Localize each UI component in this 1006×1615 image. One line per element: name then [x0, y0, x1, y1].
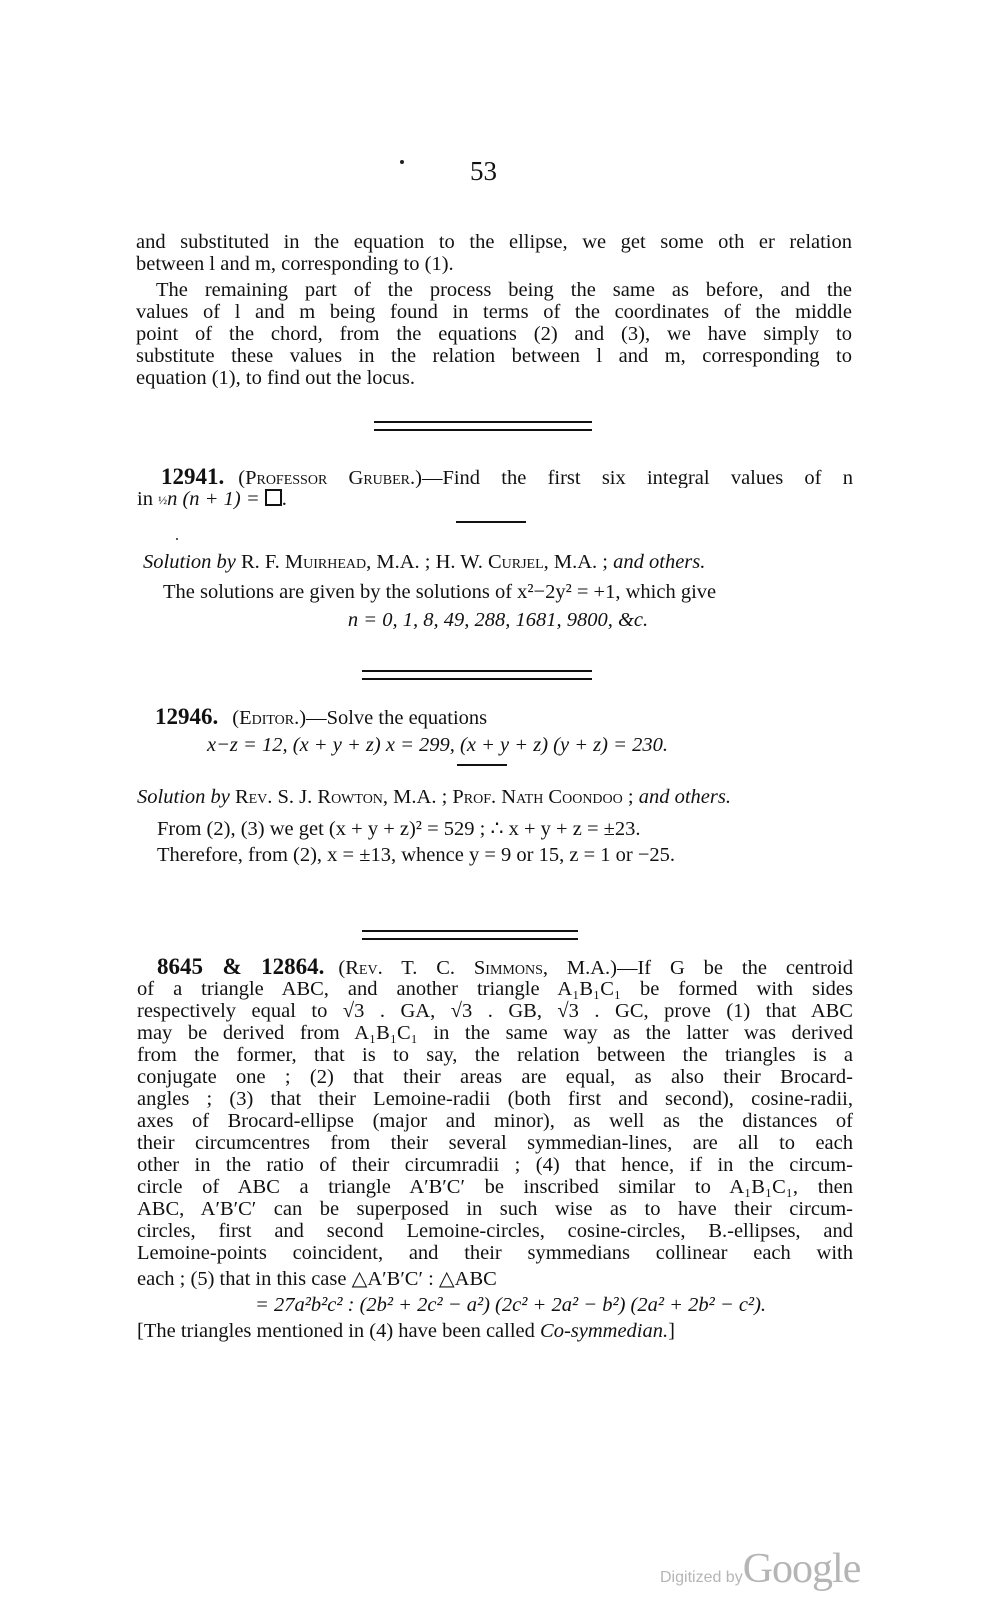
solvers: R. F. Muirhead, M.A. ; H. W. Curjel, M.A. ;	[240, 551, 608, 573]
text-line: equation (1), to find out the locus.	[136, 367, 415, 389]
text-line: conjugate one ; (2) that their areas are equal, as also their Brocard-	[137, 1066, 853, 1088]
intro-paragraph	[136, 231, 852, 389]
watermark-logo: Google	[742, 1546, 861, 1592]
print-speck	[400, 160, 404, 164]
solution-12941	[143, 551, 853, 631]
short-divider	[456, 521, 526, 523]
text-fragment: ]	[668, 1320, 675, 1342]
proposer: (Editor.)	[232, 707, 307, 729]
text-fragment: in	[137, 488, 159, 510]
print-speck	[176, 538, 178, 540]
solution-byline	[137, 786, 853, 808]
proposer: (Rev. T. C. Simmons, M.A.)	[338, 957, 617, 978]
problem-heading	[155, 706, 845, 728]
text-line: angles ; (3) that their Lemoine-radii (both first and second), cosine-radii,	[137, 1088, 853, 1110]
text-fragment: .	[281, 488, 287, 510]
solution-by-label: Solution by	[137, 786, 230, 808]
text-line: respectively equal to √3 . GA, √3 . GB, √3 . GC, prove (1) that ABC	[137, 1000, 853, 1022]
short-divider	[457, 764, 507, 766]
text-line: between l and m, corresponding to (1).	[136, 253, 454, 275]
and-others: and others.	[613, 551, 706, 573]
text-fragment: [The triangles mentioned in (4) have been called	[137, 1320, 541, 1342]
text-line: from the former, that is to say, the relation between the triangles is a	[137, 1044, 853, 1066]
solution-by-label: Solution by	[143, 551, 236, 573]
problem-number: 12946.	[155, 704, 219, 729]
text-line: point of the chord, from the equations (2) and (3), we have simply to	[136, 323, 852, 345]
section-divider	[374, 421, 592, 431]
fraction-half: ½	[158, 493, 168, 508]
problem-heading	[137, 466, 853, 488]
page-number: 53	[470, 156, 497, 186]
proposer: (Professor Gruber.)	[238, 467, 422, 488]
watermark-small: Digitized by	[660, 1569, 743, 1586]
square-symbol	[265, 489, 282, 506]
solution-text: The solutions are given by the solutions of x²−2y² = +1, which give	[163, 581, 717, 603]
text-line: Lemoine-points coincident, and their symmedians collinear each with	[137, 1242, 853, 1264]
problem-heading	[137, 956, 853, 978]
problem-statement-line	[137, 488, 853, 510]
google-watermark	[660, 1545, 860, 1593]
text-line: ABC, A′B′C′ can be superposed in such wise as to have their circum-	[137, 1198, 853, 1220]
term-co-symmedian: Co-symmedian.	[540, 1320, 669, 1342]
text-line: circles, first and second Lemoine-circles, cosine-circles, B.-ellipses, and	[137, 1220, 853, 1242]
text-line: circle of ABC a triangle A′B′C′ be inscribed similar to A₁B₁C₁, then	[137, 1176, 853, 1198]
text-line: their circumcentres from their several symmedian-lines, are all to each	[137, 1132, 853, 1154]
section-divider	[362, 670, 592, 680]
problem-statement: —Find the first six integral values of n	[421, 467, 853, 488]
problem-12941	[137, 466, 853, 510]
and-others: and others.	[638, 786, 731, 808]
editor-note	[137, 1320, 853, 1342]
solvers: Rev. S. J. Rowton, M.A. ; Prof. Nath Coondoo ;	[234, 786, 634, 808]
problem-number: 12941.	[161, 466, 225, 488]
problem-8645-12864	[137, 956, 853, 1342]
solution-byline	[143, 551, 853, 573]
problem-statement: —If G be the centroid	[616, 957, 853, 978]
equations: x−z = 12, (x + y + z) x = 299, (x + y + z) (y + z) = 230.	[207, 734, 668, 756]
solution-text: From (2), (3) we get (x + y + z)² = 529 ; ∴ x + y + z = ±23.	[157, 818, 641, 840]
text-line: may be derived from A₁B₁C₁ in the same way as the latter was derived	[137, 1022, 853, 1044]
text-line: other in the ratio of their circumradii ; (4) that hence, if in the circum-	[137, 1154, 853, 1176]
problem-statement: —Solve the equations	[306, 707, 488, 729]
ratio-equation: = 27a²b²c² : (2b² + 2c² − a²) (2c² + 2a² − b²) (2a² + 2b² − c²).	[255, 1294, 767, 1316]
solution-values: n = 0, 1, 8, 49, 288, 1681, 9800, &c.	[347, 609, 649, 631]
text-line: each ; (5) that in this case △A′B′C′ : △ABC	[137, 1268, 497, 1290]
problem-number: 8645 & 12864.	[157, 956, 325, 978]
text-line: values of l and m being found in terms of the coordinates of the middle	[136, 301, 852, 323]
solution-12946	[137, 786, 853, 866]
text-line: axes of Brocard-ellipse (major and minor), as well as the distances of	[137, 1110, 853, 1132]
text-line: The remaining part of the process being the same as before, and the	[156, 279, 852, 301]
math-expression: n (n + 1) =	[167, 488, 265, 510]
text-line: of a triangle ABC, and another triangle A₁B₁C₁ be formed with sides	[137, 978, 853, 1000]
text-line: substitute these values in the relation between l and m, corresponding to	[136, 345, 852, 367]
solution-text: Therefore, from (2), x = ±13, whence y = 9 or 15, z = 1 or −25.	[157, 844, 676, 866]
problem-12946	[155, 706, 845, 756]
text-line: and substituted in the equation to the ellipse, we get some oth er relation	[136, 231, 852, 253]
section-divider	[362, 930, 578, 940]
